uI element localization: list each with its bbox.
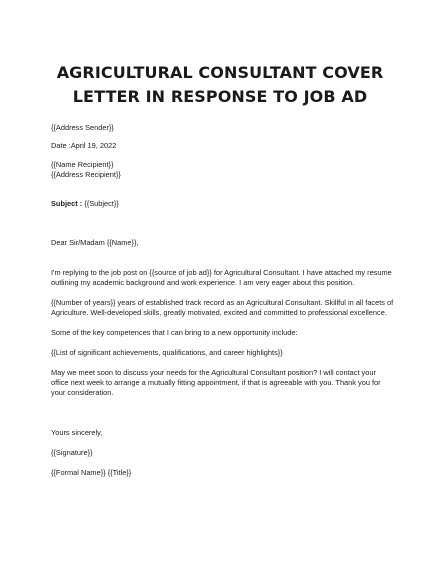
- closing: Yours sincerely,: [51, 428, 103, 437]
- name-recipient: {{Name Recipient}}: [51, 160, 114, 169]
- address-sender: {{Address Sender}}: [51, 123, 114, 132]
- subject-value: {{Subject}}: [82, 199, 119, 208]
- signature: {{Signature}}: [51, 448, 93, 457]
- subject-line: [51, 199, 119, 208]
- paragraph-1-line-2: outlining my academic background and work experience. I am very eager about this position.: [51, 278, 355, 287]
- paragraph-5-line-3: your consideration.: [51, 388, 114, 397]
- title-line-1: AGRICULTURAL CONSULTANT COVER: [56, 63, 384, 82]
- salutation: Dear Sir/Madam {{Name}},: [51, 238, 139, 247]
- paragraph-3: Some of the key competences that I can bring to a new opportunity include:: [51, 328, 298, 337]
- title-line-2: LETTER IN RESPONSE TO JOB AD: [72, 87, 368, 106]
- formal-name: {{Formal Name}} {{Title}}: [51, 468, 132, 477]
- subject-label: Subject :: [51, 199, 83, 208]
- paragraph-5-line-1: May we meet soon to discuss your needs for the Agricultural Consultant position? I will contact your: [51, 368, 376, 377]
- paragraph-2-line-2: Agriculture. Well-developed skills, greatly motivated, excited and committed to professional excellence.: [51, 308, 387, 317]
- paragraph-4: {{List of significant achievements, qualifications, and career highlights}}: [51, 348, 283, 357]
- paragraph-2-line-1: {{Number of years}} years of established track record as an Agricultural Consultant. Skillful in all facets of: [51, 298, 394, 307]
- address-recipient: {{Address Recipient}}: [51, 170, 121, 179]
- paragraph-5-line-2: office next week to arrange a mutually fitting appointment, if that is agreeable with you. Thank you for: [51, 378, 381, 387]
- letter-date: Date :April 19, 2022: [51, 141, 117, 150]
- paragraph-1-line-1: I'm replying to the job post on {{source of job ad}} for Agricultural Consultant. I have attached my resume: [51, 268, 392, 277]
